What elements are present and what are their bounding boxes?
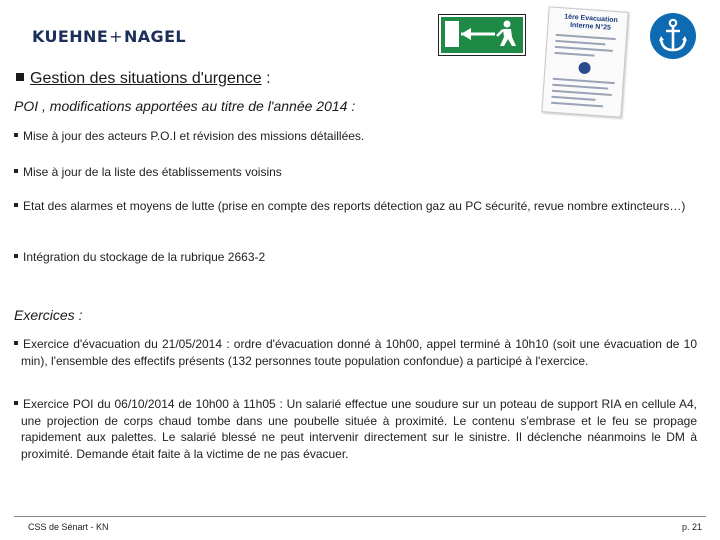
bullet-icon [14,169,18,173]
emergency-exit-sign-image [438,14,526,56]
exercices-heading: Exercices : [14,307,83,323]
evacuation-leaflet-image [541,6,628,117]
leaflet-title: 1ère Evacuation Interne N°25 [563,13,619,32]
page-number: p. 21 [681,522,702,532]
logo-plus: + [109,27,123,46]
bullet-icon [14,133,18,137]
logo-left-text: KUEHNE [32,27,109,46]
leaflet-info-icon [578,62,591,75]
poi-item: Etat des alarmes et moyens de lutte (prise en compte des reports détection gaz au PC sécurité, revue nombre extincteurs…) [14,198,697,215]
bullet-icon [14,401,18,405]
bullet-icon [14,254,18,258]
kuehne-nagel-logo [32,27,186,46]
square-bullet-icon [16,73,24,81]
section-title: Gestion des situations d'urgence : [16,70,271,88]
poi-subtitle: POI , modifications apportées au titre de l'année 2014 : [14,98,356,114]
exercise-item: Exercice d'évacuation du 21/05/2014 : ordre d'évacuation donné à 10h00, appel terminé à 10h10 (soit une évacuation de 10 min), l'ensemble des effectifs présents (132 personnes toute population confondue) a participé à l'exercice. [14,336,697,369]
running-man-arrow-icon [441,17,521,51]
bullet-icon [14,341,18,345]
anchor-logo-icon [650,13,696,59]
bullet-icon [14,203,18,207]
poi-item: Mise à jour des acteurs P.O.I et révision des missions détaillées. [14,128,704,145]
footer-divider [14,516,706,517]
exercise-item: Exercice POI du 06/10/2014 de 10h00 à 11h05 : Un salarié effectue une soudure sur un poteau de support RIA en cellule A4, une projection de corps chaud tombe dans une poubelle située à proximité. Le contenu s'embrase et le feu se propage rapidement aux palettes. Le salarié blessé ne peut intervenir directement sur le sinistre. Il déclenche néanmoins le DM à proximité. Demande était faite à la victime de ne pas évacuer. [14,396,697,462]
logo-right-text: NAGEL [123,27,186,46]
poi-item: Mise à jour de la liste des établissements voisins [14,164,704,181]
footer-source: CSS de Sénart - KN [28,522,109,532]
poi-item: Intégration du stockage de la rubrique 2663-2 [14,249,704,266]
